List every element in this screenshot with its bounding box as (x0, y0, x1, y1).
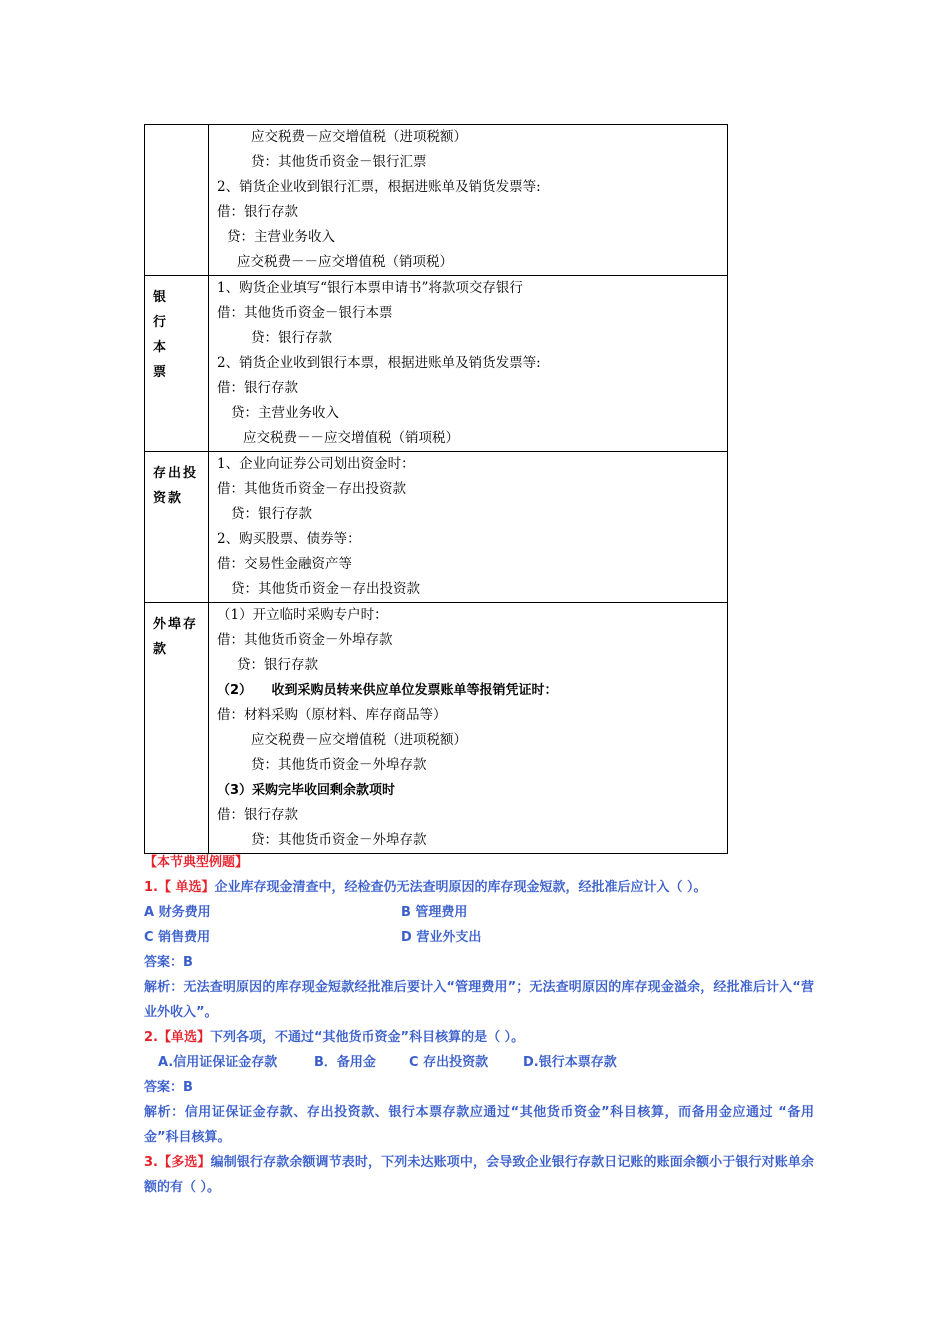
row-content (209, 452, 728, 603)
entry-line: 贷：其他货币资金－外埠存款 (251, 832, 427, 848)
question-3: 3.【多选】编制银行存款余额调节表时，下列未达账项中，会导致企业银行存款日记账的账面余额小于银行对账单余额的有（ ）。 (144, 1155, 814, 1195)
entry-line: 借：其他货币资金－银行本票 (217, 305, 393, 321)
entry-line: 贷：银行存款 (231, 506, 312, 522)
entry-line: 借：银行存款 (217, 204, 298, 220)
q2-options (144, 1050, 814, 1075)
row-content (209, 125, 728, 276)
option: B 管理费用 (401, 905, 468, 920)
row-label: 银 行 本 票 (145, 276, 209, 452)
entry-line: 贷：主营业务收入 (231, 405, 339, 421)
table-row (145, 452, 728, 603)
entry-line: 贷：主营业务收入 (227, 229, 335, 245)
entry-line: 1、企业向证券公司划出资金时： (217, 456, 415, 472)
entry-line: 应交税费－应交增值税（进项税额） (251, 732, 467, 748)
entry-line: 贷：其他货币资金－银行汇票 (251, 154, 427, 170)
entry-line: 1、购货企业填写“银行本票申请书”将款项交存银行 (217, 280, 523, 296)
entry-line: （3）采购完毕收回剩余款项时 (217, 783, 396, 798)
entry-line: 借：交易性金融资产等 (217, 556, 352, 572)
entry-line: 应交税费－－应交增值税（销项税） (237, 254, 453, 270)
option: D.银行本票存款 (523, 1055, 617, 1070)
q2-analysis: 解析：信用证保证金存款、存出投资款、银行本票存款应通过“其他货币资金”科目核算，而备用金应通过 “备用金”科目核算。 (144, 1105, 814, 1145)
entry-line: 借：材料采购（原材料、库存商品等） (217, 707, 447, 723)
entry-line: 2、销货企业收到银行汇票，根据进账单及销货发票等: (217, 179, 541, 195)
option: B．备用金 (314, 1055, 376, 1070)
entry-line: （2） 收到采购员转来供应单位发票账单等报销凭证时： (217, 683, 558, 698)
entry-line: 借：银行存款 (217, 807, 298, 823)
question-2: 2.【单选】下列各项，不通过“其他货币资金”科目核算的是（ ）。 (144, 1030, 525, 1045)
row-content (209, 603, 728, 854)
table-row (145, 603, 728, 854)
option: C 销售费用 (144, 930, 211, 945)
entry-line: 贷：银行存款 (251, 330, 332, 346)
q2-answer: 答案：B (144, 1080, 193, 1095)
table-row (145, 276, 728, 452)
examples-section (144, 850, 814, 1200)
entry-line: 贷：银行存款 (237, 657, 318, 673)
question-1: 1.【 单选】企业库存现金清查中，经检查仍无法查明原因的库存现金短款，经批准后应计入（ ）。 (144, 880, 707, 895)
entry-line: 借：其他货币资金－外埠存款 (217, 632, 393, 648)
row-content (209, 276, 728, 452)
entry-line: 借：其他货币资金－存出投资款 (217, 481, 406, 497)
row-label (145, 125, 209, 276)
entry-line: 应交税费－－应交增值税（销项税） (243, 430, 459, 446)
option: A.信用证保证金存款 (158, 1055, 278, 1070)
row-label: 存出投资款 (145, 452, 209, 603)
entry-line: 借：银行存款 (217, 380, 298, 396)
row-label: 外埠存款 (145, 603, 209, 854)
option: A 财务费用 (144, 905, 211, 920)
entry-line: 贷：其他货币资金－外埠存款 (251, 757, 427, 773)
accounting-table (144, 124, 728, 854)
option: C 存出投资款 (409, 1055, 489, 1070)
option: D 营业外支出 (401, 930, 482, 945)
entry-line: 2、购买股票、债券等： (217, 531, 361, 547)
entry-line: 贷：其他货币资金－存出投资款 (231, 581, 420, 597)
q1-analysis: 解析：无法查明原因的库存现金短款经批准后要计入“管理费用”；无法查明原因的库存现金溢余，经批准后计入“营业外收入”。 (144, 980, 814, 1020)
q1-options-row-1 (144, 900, 814, 925)
entry-line: 2、销货企业收到银行本票，根据进账单及销货发票等: (217, 355, 541, 371)
table-row (145, 125, 728, 276)
section-title: 【本节典型例题】 (144, 855, 249, 870)
q1-answer: 答案：B (144, 955, 193, 970)
entry-line: 应交税费－应交增值税（进项税额） (251, 129, 467, 145)
entry-line: （1）开立临时采购专户时： (217, 607, 388, 623)
q1-options-row-2 (144, 925, 814, 950)
